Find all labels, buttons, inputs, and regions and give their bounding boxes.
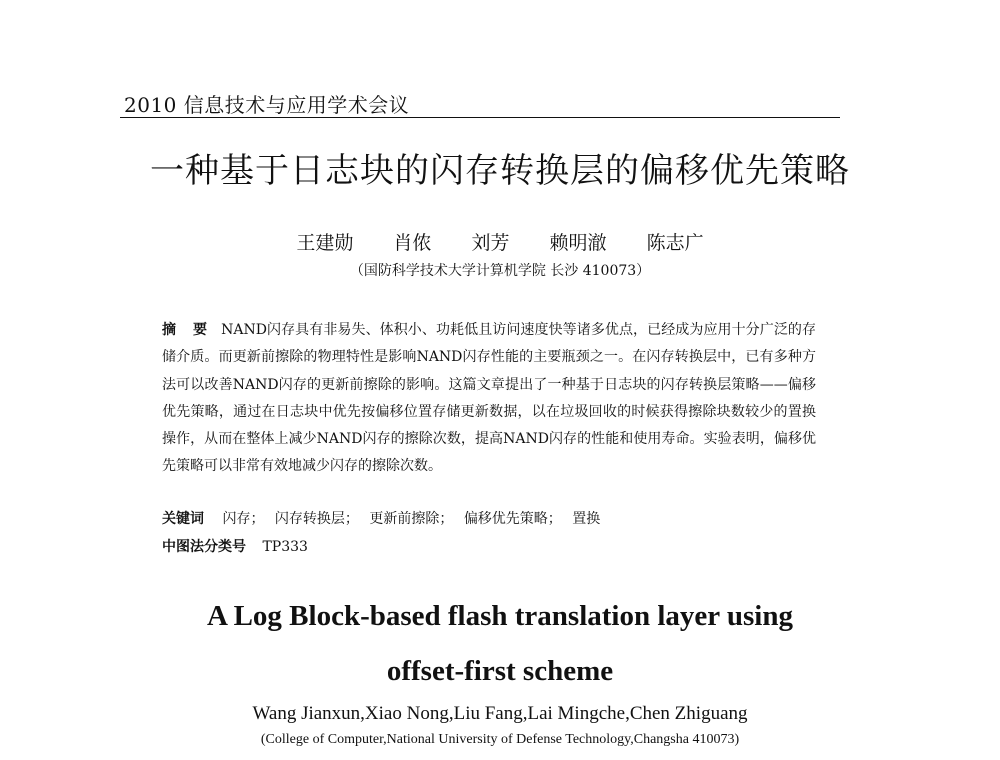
keyword: 闪存；	[222, 511, 265, 527]
header-rule	[120, 117, 840, 118]
keyword: 闪存转换层；	[274, 511, 359, 527]
classification-label: 中图法分类号	[162, 539, 246, 555]
classification-value: TP333	[262, 539, 308, 555]
abstract-chinese	[162, 317, 816, 481]
keyword: 更新前擦除；	[369, 511, 454, 527]
keyword: 偏移优先策略；	[463, 511, 562, 527]
author-cn: 肖侬	[393, 232, 432, 254]
conference-header: 2010 信息技术与应用学术会议	[124, 93, 410, 117]
authors-english: Wang Jianxun,Xiao Nong,Liu Fang,Lai Mingche,Chen Zhiguang	[252, 703, 748, 724]
keywords-label: 关键词	[162, 511, 204, 527]
author-cn: 赖明澈	[549, 232, 607, 254]
author-cn: 王建勋	[296, 232, 354, 254]
keyword: 置换	[572, 511, 601, 527]
abstract-text: NAND闪存具有非易失、体积小、功耗低且访问速度快等诸多优点，已经成为应用十分广泛的存储介质。而更新前擦除的物理特性是影响NAND闪存性能的主要瓶颈之一。在闪存转换层中，已有多种方法可以改善NAND闪存的更新前擦除的影响。这篇文章提出了一种基于日志块的闪存转换层策略——偏移优先策略，通过在日志块中优先按偏移位置存储更新数据，以在垃圾回收的时候获得擦除块数较少的置换操作，从而在整体上减少NAND闪存的擦除次数，提高NAND闪存的性能和使用寿命。实验表明，偏移优先策略可以非常有效地减少闪存的擦除次数。	[162, 322, 816, 475]
title-english-line-2: offset-first scheme	[386, 655, 614, 687]
affiliation-english: (College of Computer,National University of Defense Technology,Changsha 410073)	[260, 732, 740, 747]
authors-chinese	[0, 231, 1000, 255]
title-english-line-1: A Log Block-based flash translation layer using	[206, 600, 793, 632]
title-chinese: 一种基于日志块的闪存转换层的偏移优先策略	[150, 151, 850, 191]
abstract-label: 摘 要	[162, 322, 214, 338]
author-cn: 陈志广	[646, 232, 704, 254]
classification-line	[162, 537, 816, 557]
affiliation-chinese: （国防科学技术大学计算机学院 长沙 410073）	[349, 263, 651, 279]
keywords-line	[162, 509, 816, 529]
author-cn: 刘芳	[471, 232, 510, 254]
